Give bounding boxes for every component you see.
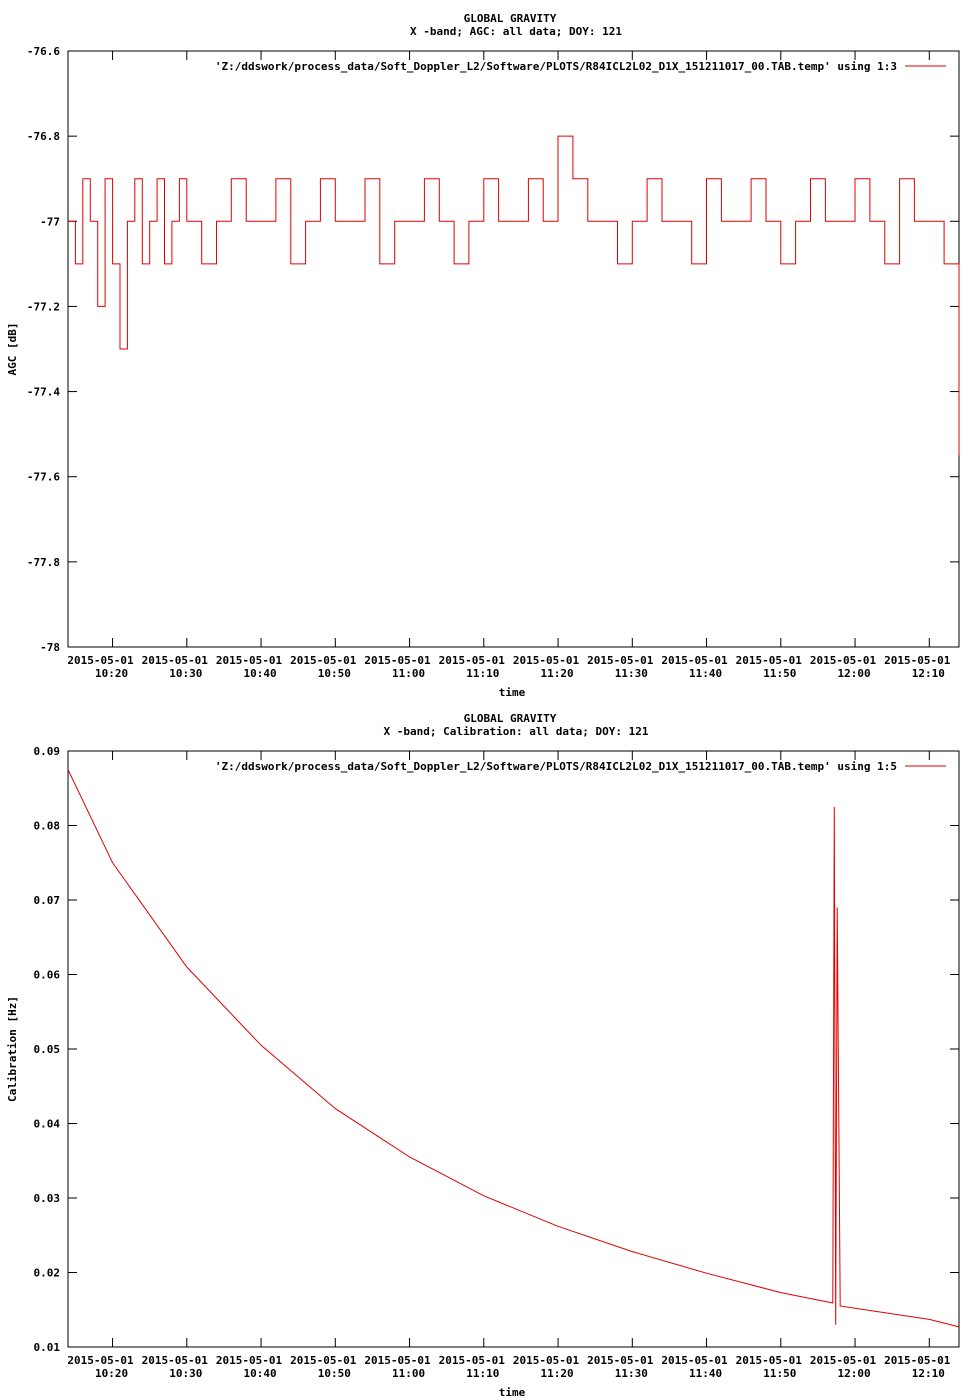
y-tick-label: 0.09 (33, 745, 60, 758)
chart-title: GLOBAL GRAVITY (463, 12, 557, 25)
x-tick-date: 2015-05-01 (67, 654, 134, 667)
x-tick-date: 2015-05-01 (141, 654, 208, 667)
x-tick-date: 2015-05-01 (512, 654, 580, 667)
x-tick-time: 10:50 (317, 1367, 351, 1380)
y-tick-label: 0.08 (33, 819, 60, 833)
x-tick-date: 2015-05-01 (735, 654, 802, 667)
x-tick-time: 10:50 (317, 667, 351, 680)
y-tick-label: -76.6 (26, 45, 60, 58)
x-tick-date: 2015-05-01 (141, 1354, 208, 1367)
x-tick-time: 10:20 (94, 1367, 129, 1380)
x-axis-label: time (498, 686, 526, 699)
x-tick-date: 2015-05-01 (809, 1354, 877, 1367)
y-tick-label: -76.8 (26, 130, 60, 144)
y-tick-label: 0.07 (33, 894, 60, 907)
chart-title: GLOBAL GRAVITY (463, 712, 557, 725)
x-tick-time: 11:10 (466, 667, 500, 680)
x-tick-time: 11:10 (466, 1367, 500, 1380)
y-tick-label: 0.06 (33, 968, 60, 982)
y-tick-label: 0.01 (33, 1341, 60, 1354)
y-axis-label: Calibration [Hz] (6, 996, 19, 1102)
y-tick-label: -77.6 (26, 470, 60, 484)
x-tick-date: 2015-05-01 (438, 1354, 505, 1367)
y-tick-label: 0.02 (33, 1266, 60, 1280)
y-tick-label: -78 (40, 641, 60, 654)
x-tick-date: 2015-05-01 (215, 1354, 283, 1367)
y-tick-label: 0.05 (33, 1043, 60, 1056)
x-tick-date: 2015-05-01 (661, 1354, 728, 1367)
legend-label: 'Z:/ddswork/process_data/Soft_Doppler_L2/Software/PLOTS/R84ICL2L02_D1X_151211017_00.TAB.temp' using 1:3 (214, 60, 897, 73)
plot-frame (68, 51, 959, 647)
series-line (68, 136, 959, 455)
x-tick-time: 12:00 (837, 667, 871, 680)
chart-subtitle: X -band; Calibration: all data; DOY: 121 (383, 725, 649, 738)
x-tick-time: 11:40 (688, 1367, 723, 1380)
x-tick-time: 11:20 (540, 1367, 574, 1380)
x-tick-time: 11:50 (763, 1367, 797, 1380)
x-tick-time: 12:00 (837, 1367, 871, 1380)
y-tick-label: 0.04 (33, 1117, 60, 1131)
chart-subtitle: X -band; AGC: all data; DOY: 121 (410, 25, 622, 38)
x-tick-time: 11:30 (614, 1367, 648, 1380)
x-tick-date: 2015-05-01 (735, 1354, 802, 1367)
x-tick-date: 2015-05-01 (884, 1354, 951, 1367)
y-tick-label: -77.4 (26, 385, 60, 399)
y-tick-label: -77 (40, 215, 60, 229)
x-tick-date: 2015-05-01 (661, 654, 728, 667)
x-tick-date: 2015-05-01 (587, 654, 654, 667)
legend-label: 'Z:/ddswork/process_data/Soft_Doppler_L2/Software/PLOTS/R84ICL2L02_D1X_151211017_00.TAB.temp' using 1:5 (214, 760, 897, 773)
y-tick-label: -77.2 (26, 300, 60, 314)
x-tick-time: 11:40 (688, 667, 723, 680)
x-tick-time: 10:30 (169, 667, 203, 680)
x-tick-date: 2015-05-01 (364, 654, 431, 667)
x-tick-time: 10:40 (243, 667, 277, 680)
x-tick-time: 11:30 (614, 667, 648, 680)
y-axis-label: AGC [dB] (6, 322, 19, 376)
x-tick-time: 12:10 (911, 1367, 945, 1380)
series-line (68, 770, 959, 1327)
x-tick-date: 2015-05-01 (364, 1354, 431, 1367)
x-tick-date: 2015-05-01 (215, 654, 283, 667)
y-tick-label: -77.8 (26, 555, 60, 569)
x-tick-date: 2015-05-01 (809, 654, 877, 667)
x-tick-date: 2015-05-01 (884, 654, 951, 667)
y-tick-label: 0.03 (33, 1192, 60, 1205)
x-tick-date: 2015-05-01 (290, 654, 357, 667)
x-tick-date: 2015-05-01 (512, 1354, 580, 1367)
x-axis-label: time (498, 1386, 526, 1399)
x-tick-time: 11:20 (540, 667, 574, 680)
x-tick-time: 11:50 (763, 667, 797, 680)
x-tick-date: 2015-05-01 (587, 1354, 654, 1367)
x-tick-date: 2015-05-01 (67, 1354, 134, 1367)
x-tick-date: 2015-05-01 (290, 1354, 357, 1367)
x-tick-time: 10:30 (169, 1367, 203, 1380)
x-tick-time: 10:40 (243, 1367, 277, 1380)
x-tick-time: 11:00 (391, 667, 426, 680)
x-tick-date: 2015-05-01 (438, 654, 505, 667)
x-tick-time: 10:20 (94, 667, 129, 680)
x-tick-time: 11:00 (391, 1367, 426, 1380)
x-tick-time: 12:10 (911, 667, 945, 680)
plot-frame (68, 751, 959, 1347)
